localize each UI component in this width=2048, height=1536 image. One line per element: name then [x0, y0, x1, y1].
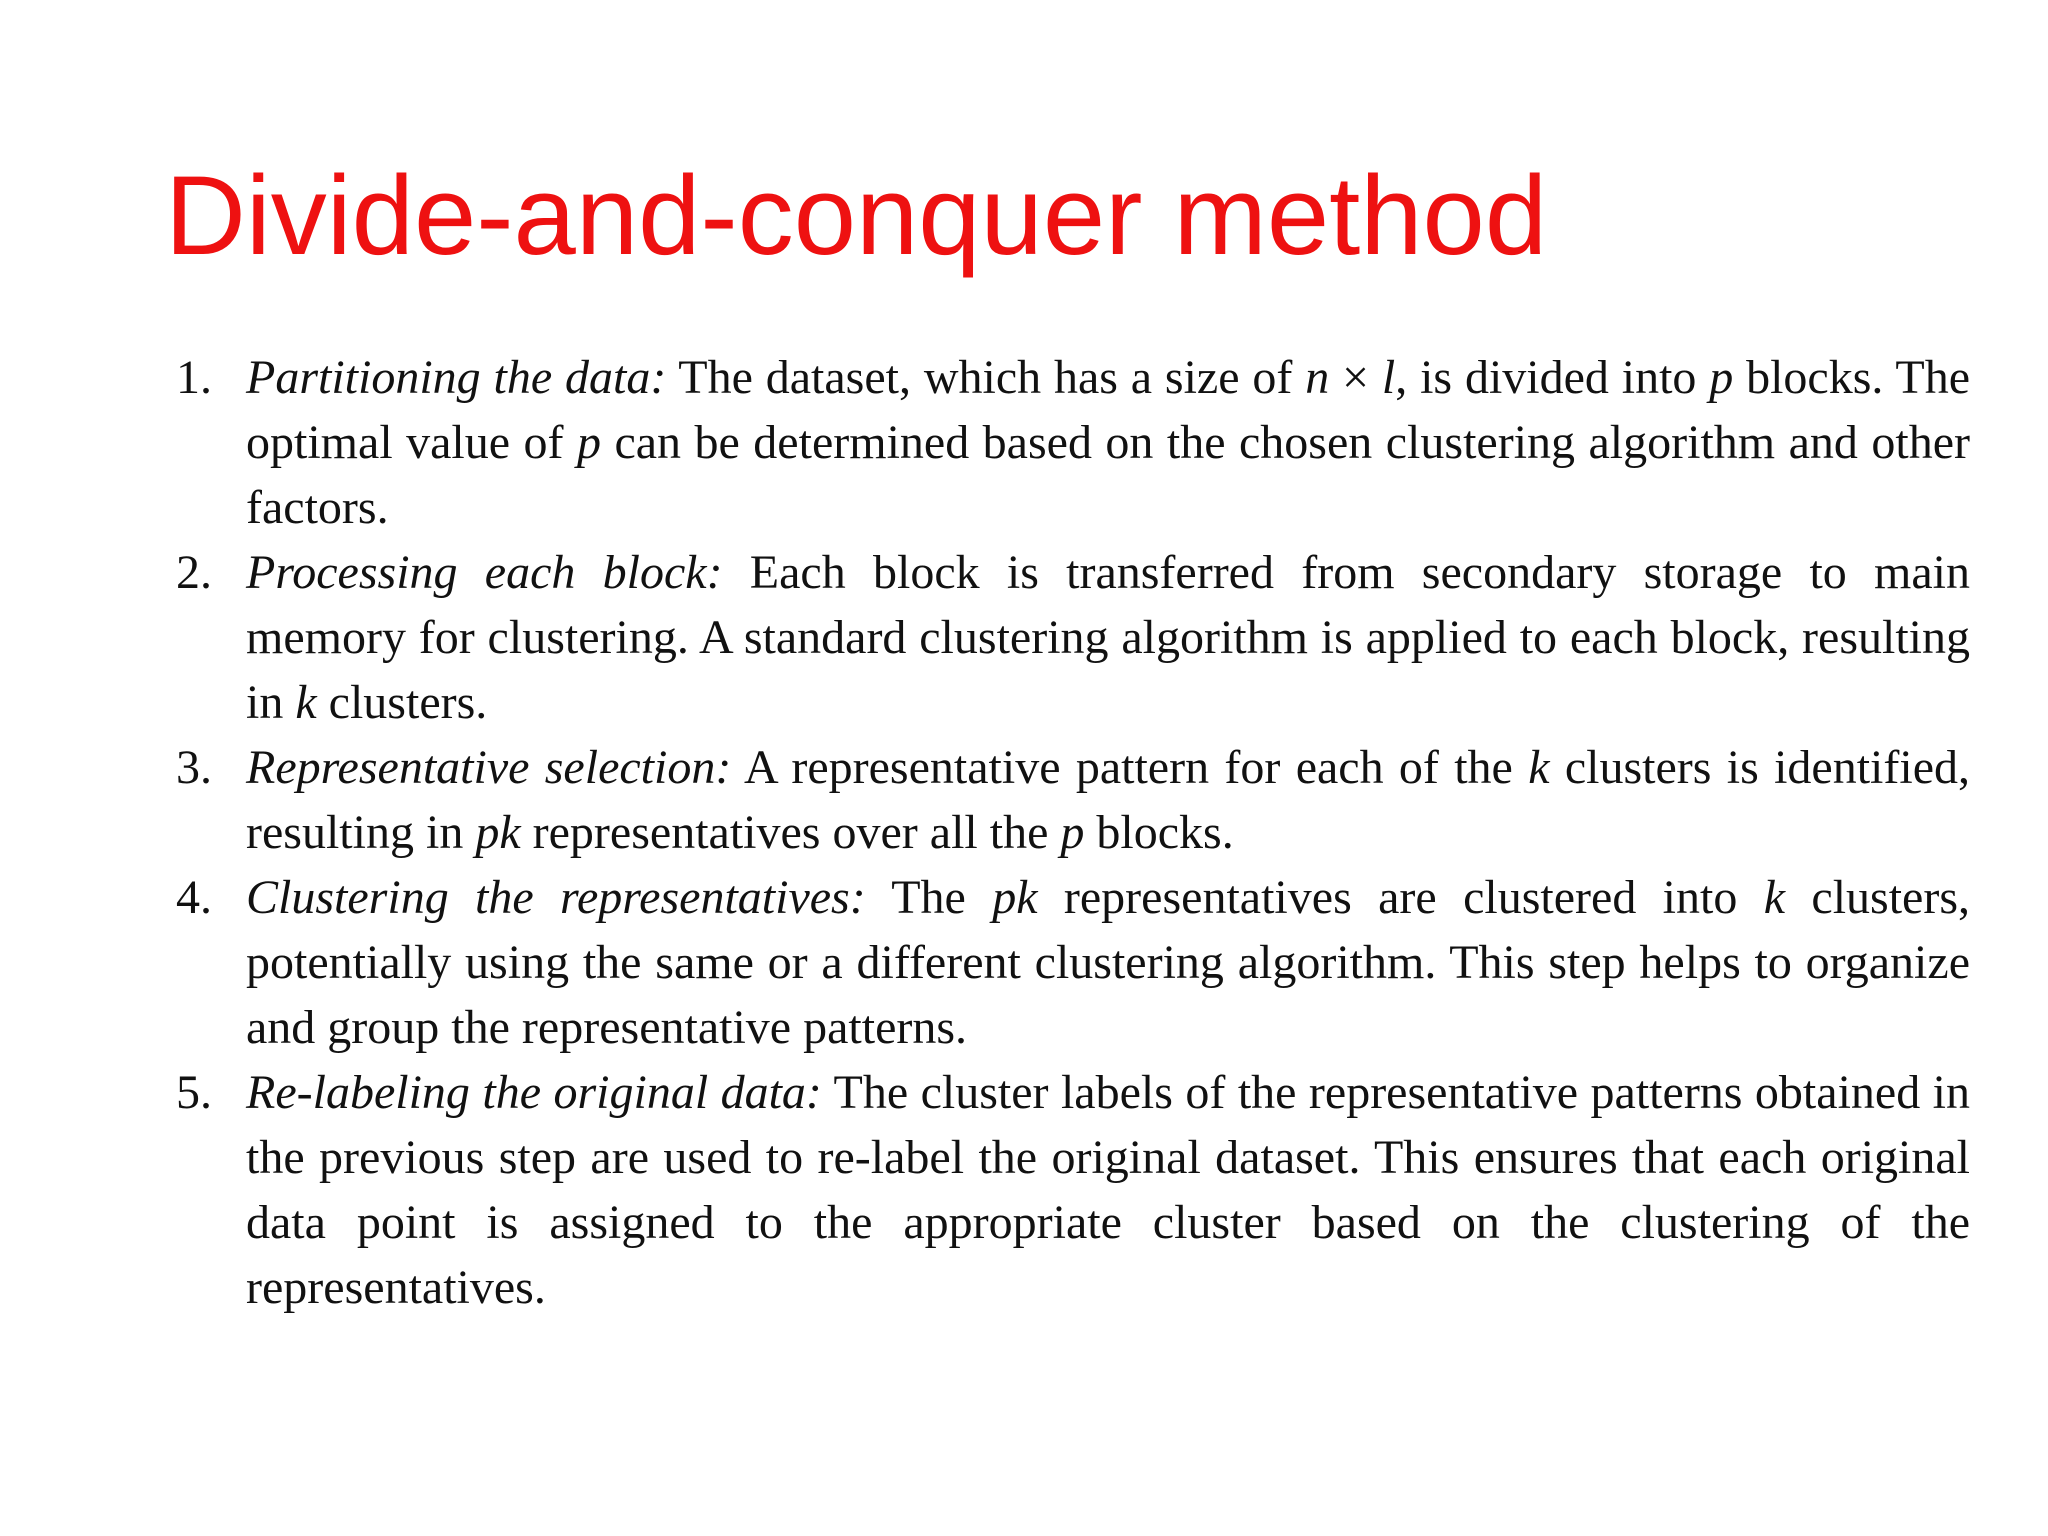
step-text: clusters. — [316, 676, 488, 729]
step-number: 4. — [176, 871, 212, 924]
step-text: The dataset, which has a size of — [666, 351, 1306, 404]
step-text: The cluster labels of the representative patterns obtained in the previous step are used to re-label the original dataset. This ensures that each original data point is assigned to the appropriate cluster based on the clustering of the representatives. — [246, 1066, 1970, 1314]
step-text: clusters is identified, resulting in — [246, 741, 1971, 859]
step-item — [170, 1060, 1970, 1320]
step-item — [170, 735, 1970, 865]
step-lead: Partitioning the data: — [246, 351, 667, 404]
step-text: A representative pattern for each of the — [731, 741, 1529, 794]
step-text: , is divided into — [1395, 351, 1710, 404]
step-text: representatives over all the — [520, 806, 1061, 859]
step-text: representatives are clustered into — [1037, 871, 1764, 924]
math-variable: pk — [992, 871, 1038, 924]
step-item — [170, 865, 1970, 1060]
math-operator: × — [1329, 351, 1382, 404]
step-item — [170, 540, 1970, 735]
step-number: 5. — [176, 1066, 212, 1119]
math-variable: p — [1060, 806, 1085, 859]
math-variable: p — [1709, 351, 1734, 404]
math-variable: p — [576, 416, 601, 469]
steps-list — [170, 345, 1970, 1320]
step-text: blocks. The optimal value of — [246, 351, 1971, 469]
step-number: 2. — [176, 546, 212, 599]
step-text: can be determined based on the chosen clustering algorithm and other factors. — [246, 416, 1970, 534]
step-number: 3. — [176, 741, 212, 794]
step-lead: Processing each block: — [246, 546, 723, 599]
step-item — [170, 345, 1970, 540]
step-text: clusters, potentially using the same or a different clustering algorithm. This step helps to organize and group the representative patterns. — [246, 871, 1971, 1054]
step-text: The — [865, 871, 993, 924]
step-text: blocks. — [1084, 806, 1234, 859]
math-variable: l — [1381, 351, 1396, 404]
step-lead: Re-labeling the original data: — [246, 1066, 822, 1119]
math-variable: pk — [475, 806, 521, 859]
slide-title: Divide-and-conquer method — [165, 153, 1548, 278]
math-variable: k — [295, 676, 317, 729]
math-variable: n — [1305, 351, 1330, 404]
step-lead: Clustering the representatives: — [246, 871, 866, 924]
math-variable: k — [1763, 871, 1786, 924]
step-lead: Representative selection: — [246, 741, 732, 794]
step-number: 1. — [176, 351, 212, 404]
math-variable: k — [1528, 741, 1550, 794]
step-text: Each block is transferred from secondary storage to main memory for clustering. A standard clustering algorithm is applied to each block, resulting in — [246, 546, 1971, 729]
